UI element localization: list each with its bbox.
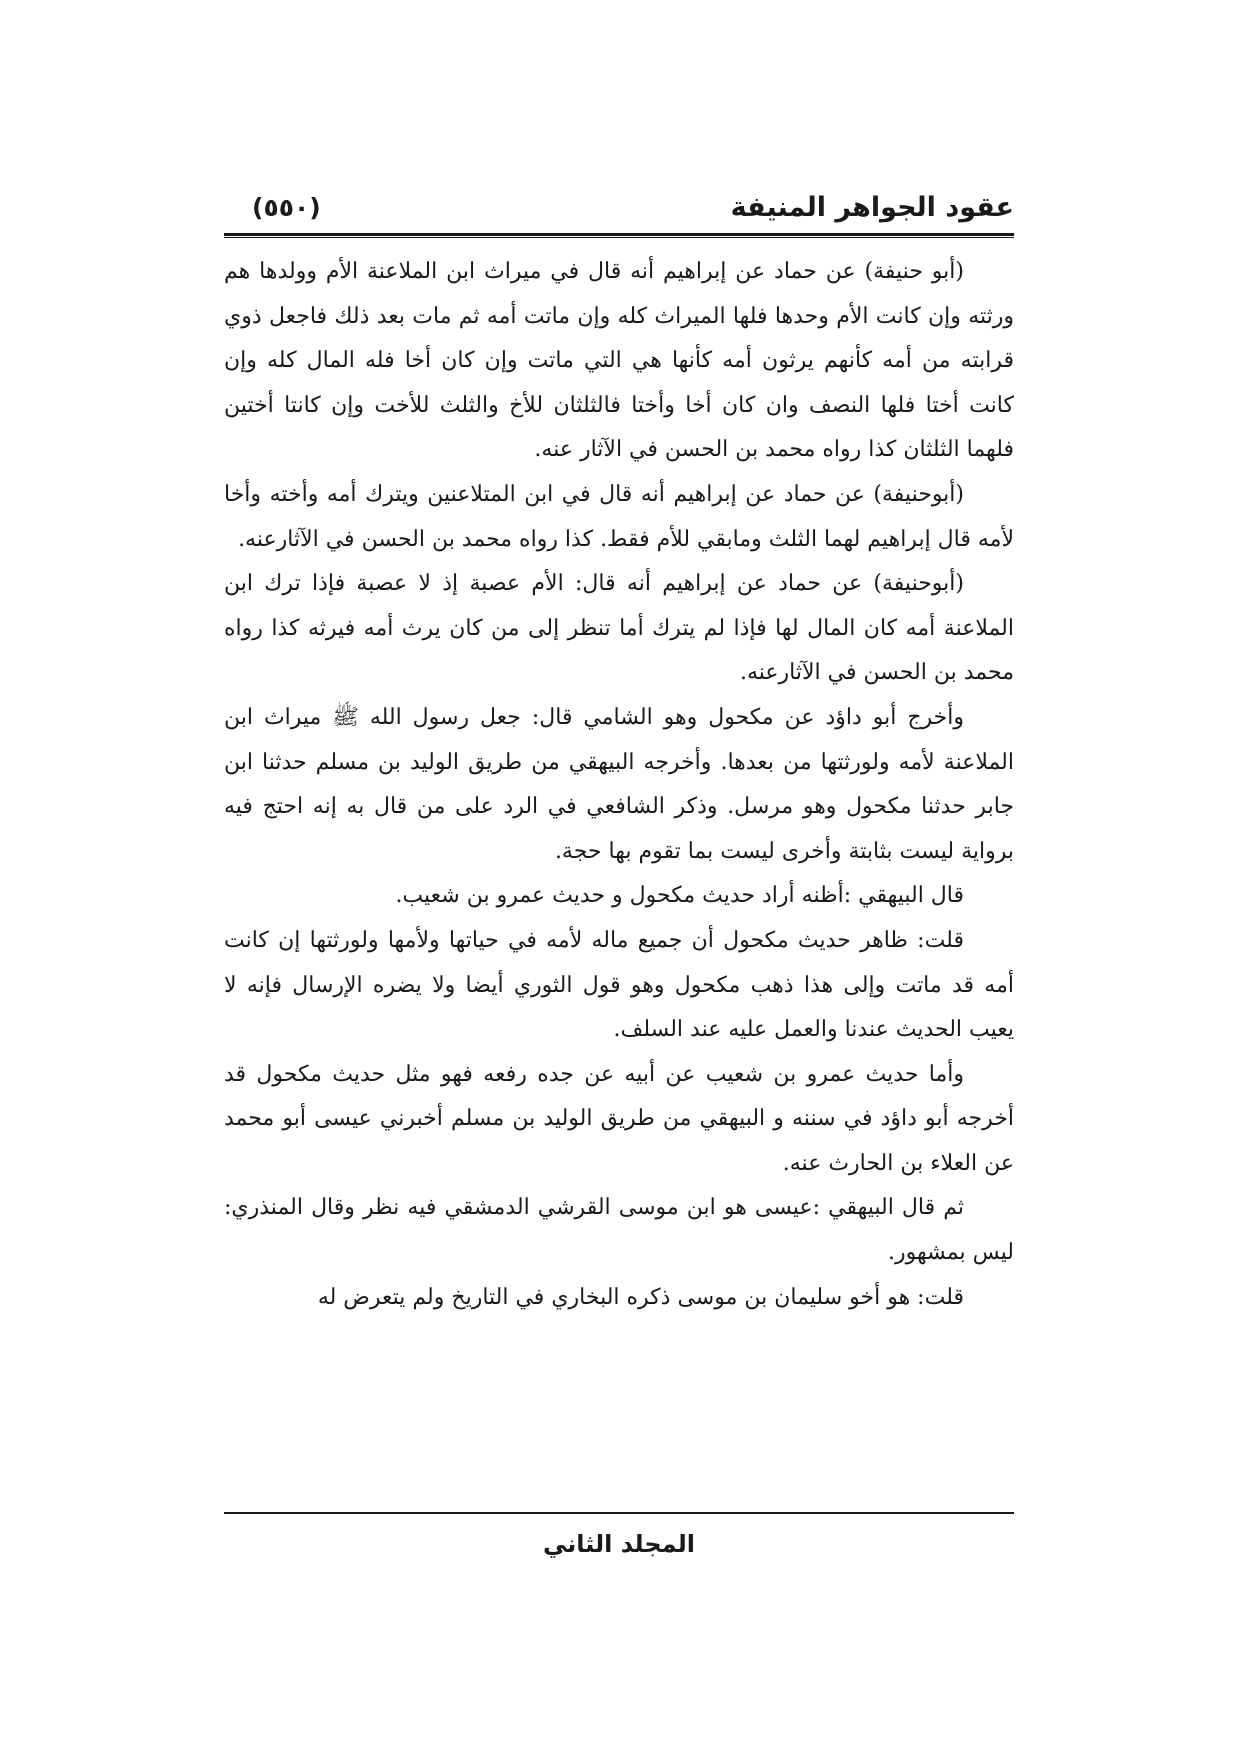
paragraph: (أبوحنيفة) عن حماد عن إبراهيم أنه قال في ابن المتلاعنين ويترك أمه وأخته وأخا لأمه قال إبراهيم لهما الثلث ومابقي للأم فقط. كذا رواه محمد بن الحسن في الآثارعنه. xyxy=(224,481,1014,552)
book-title: عقود الجواهر المنيفة xyxy=(730,192,1014,223)
paragraph: قلت: هو أخو سليمان بن موسى ذكره البخاري في التاريخ ولم يتعرض له xyxy=(317,1284,964,1310)
main-text xyxy=(224,250,1014,1320)
footer-divider xyxy=(224,1512,1014,1514)
paragraph: (أبوحنيفة) عن حماد عن إبراهيم أنه قال: الأم عصبة إذ لا عصبة فإذا ترك ابن الملاعنة أمه كان المال لها فإذا لم يترك أما تنظر إلى من كان يرث أمه فيرثه كذا رواه محمد بن الحسن في الآثارعنه. xyxy=(224,571,1014,686)
paragraph: وأما حديث عمرو بن شعيب عن أبيه عن جده رفعه فهو مثل حديث مكحول قد أخرجه أبو داؤد في سننه و البيهقي من طريق الوليد بن مسلم أخبرني عيسى أبو محمد عن العلاء بن الحارث عنه. xyxy=(224,1061,1014,1176)
paragraph: وأخرج أبو داؤد عن مكحول وهو الشامي قال: جعل رسول الله ﷺ ميراث ابن الملاعنة لأمه ولورثتها من بعدها. وأخرجه البيهقي من طريق الوليد بن مسلم حدثنا ابن جابر حدثنا مكحول وهو مرسل. وذكر الشافعي في الرد على من قال به إنه احتج فيه برواية ليست بثابتة وأخرى ليست بما تقوم بها حجة. xyxy=(224,704,1014,864)
page-number: (٥٥٠) xyxy=(252,193,321,222)
volume-label: المجلد الثاني xyxy=(543,1530,695,1558)
header-divider xyxy=(224,233,1014,238)
page-header xyxy=(224,188,1014,228)
paragraph: (أبو حنيفة) عن حماد عن إبراهيم أنه قال في ميراث ابن الملاعنة الأم وولدها هم ورثته وإن كانت الأم وحدها فلها الميراث كله وإن ماتت أمه ثم مات بعد ذلك فاجعل ذوي قرابته من أمه كأنهم يرثون أمه كأنها هي التي ماتت وإن كان أخا فله المال كله وإن كانت أختا فلها النصف وان كان أخا وأختا فالثلثان للأخ والثلث للأخت وإن كانتا أختين فلهما الثلثان كذا رواه محمد بن الحسن في الآثار عنه. xyxy=(224,259,1014,463)
paragraph: قال البيهقي :أظنه أراد حديث مكحول و حديث عمرو بن شعيب. xyxy=(395,883,964,909)
paragraph: ثم قال البيهقي :عيسى هو ابن موسى القرشي الدمشقي فيه نظر وقال المنذري: ليس بمشهور. xyxy=(224,1195,1014,1266)
paragraph: قلت: ظاهر حديث مكحول أن جميع ماله لأمه في حياتها ولأمها ولورثتها إن كانت أمه قد ماتت وإلى هذا ذهب مكحول وهو قول الثوري أيضا ولا يضره الإرسال فإنه لا يعيب الحديث عندنا والعمل عليه عند السلف. xyxy=(224,927,1014,1043)
